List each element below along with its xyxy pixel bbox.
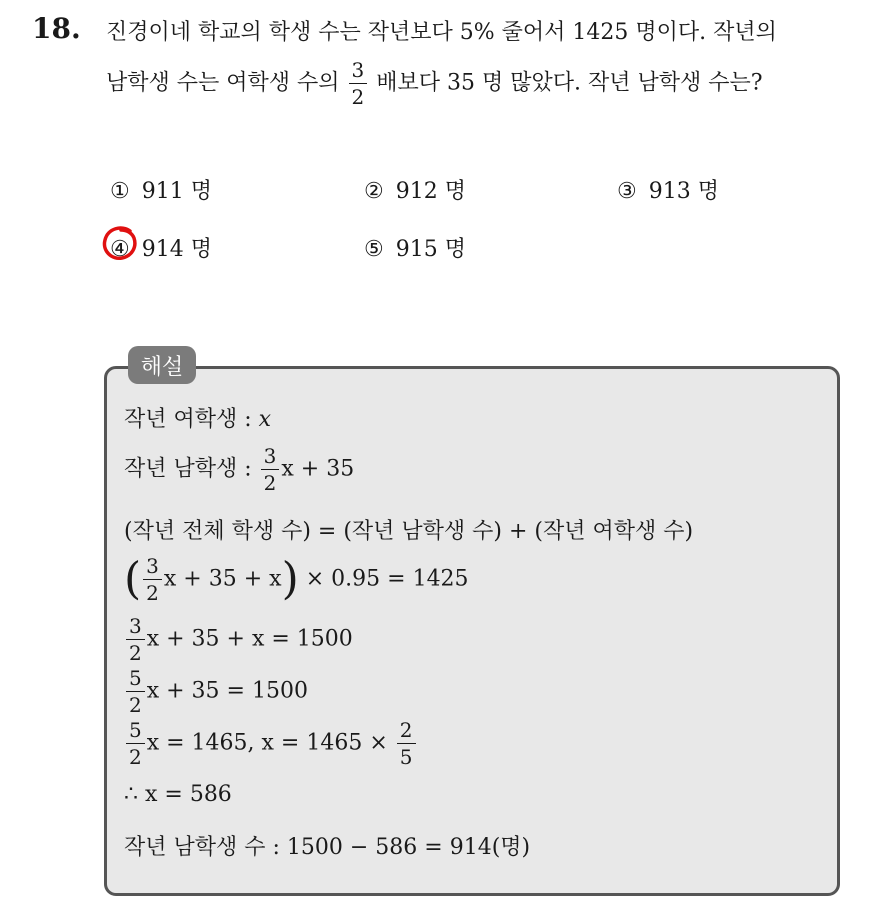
solution-line-7: $\frac{5}{2}$ x = 1465, x = 1465 × $\frac{2}{5}$ <box>124 720 418 767</box>
solution-line-1: 작년 여학생 : x <box>124 407 272 432</box>
choice-3[interactable] <box>617 174 719 205</box>
choice-4-mark: ④ <box>110 237 130 262</box>
solution-line-9: 작년 남학생 수 : 1500 − 586 = 914(명) <box>124 835 531 860</box>
question-text-after: 배보다 35 명 많았다. 작년 남학생 수는? <box>376 70 763 96</box>
question-text-line2 <box>106 60 763 107</box>
fraction: $\frac{3}{2}$ <box>126 616 145 663</box>
fraction-three-halves: $\frac{3}{2}$ <box>349 60 368 107</box>
solution-line-2: 작년 남학생 : $\frac{3}{2}$ x + 35 <box>124 444 355 495</box>
choice-2-mark: ② <box>364 179 384 204</box>
right-paren: ) <box>281 553 299 605</box>
question-number: 18. <box>32 12 81 45</box>
fraction: $\frac{5}{2}$ <box>126 668 145 715</box>
choice-1-mark: ① <box>110 179 130 204</box>
choice-1[interactable] <box>110 174 212 205</box>
choice-2[interactable] <box>364 174 466 205</box>
choice-5-mark: ⑤ <box>364 237 384 262</box>
fraction: $\frac{3}{2}$ <box>261 446 280 493</box>
answer-circle-icon <box>100 223 140 263</box>
fraction: $\frac{2}{5}$ <box>397 720 416 767</box>
solution-line-6: $\frac{5}{2}$ x + 35 = 1500 <box>124 668 308 715</box>
solution-tab: 해설 <box>128 346 196 384</box>
choice-3-text: 913 명 <box>648 179 719 204</box>
fraction: $\frac{3}{2}$ <box>143 556 162 603</box>
choice-1-text: 911 명 <box>141 179 212 204</box>
solution-line-4: ( $\frac{3}{2}$ x + 35 + x) × 0.95 = 1425 <box>124 553 469 605</box>
choice-4-text: 914 명 <box>141 237 212 262</box>
solution-line-8: ∴ x = 586 <box>124 782 232 807</box>
choice-2-text: 912 명 <box>395 179 466 204</box>
choice-5[interactable] <box>364 232 466 263</box>
choice-5-text: 915 명 <box>395 237 466 262</box>
question-text-before: 남학생 수는 여학생 수의 <box>106 70 340 96</box>
left-paren: ( <box>124 553 142 605</box>
solution-line-3: (작년 전체 학생 수) = (작년 남학생 수) + (작년 여학생 수) <box>124 519 694 544</box>
fraction: $\frac{5}{2}$ <box>126 720 145 767</box>
question-text-line1: 진경이네 학교의 학생 수는 작년보다 5% 줄어서 1425 명이다. 작년의 <box>106 20 777 45</box>
choice-3-mark: ③ <box>617 179 637 204</box>
solution-line-5: $\frac{3}{2}$ x + 35 + x = 1500 <box>124 616 353 663</box>
